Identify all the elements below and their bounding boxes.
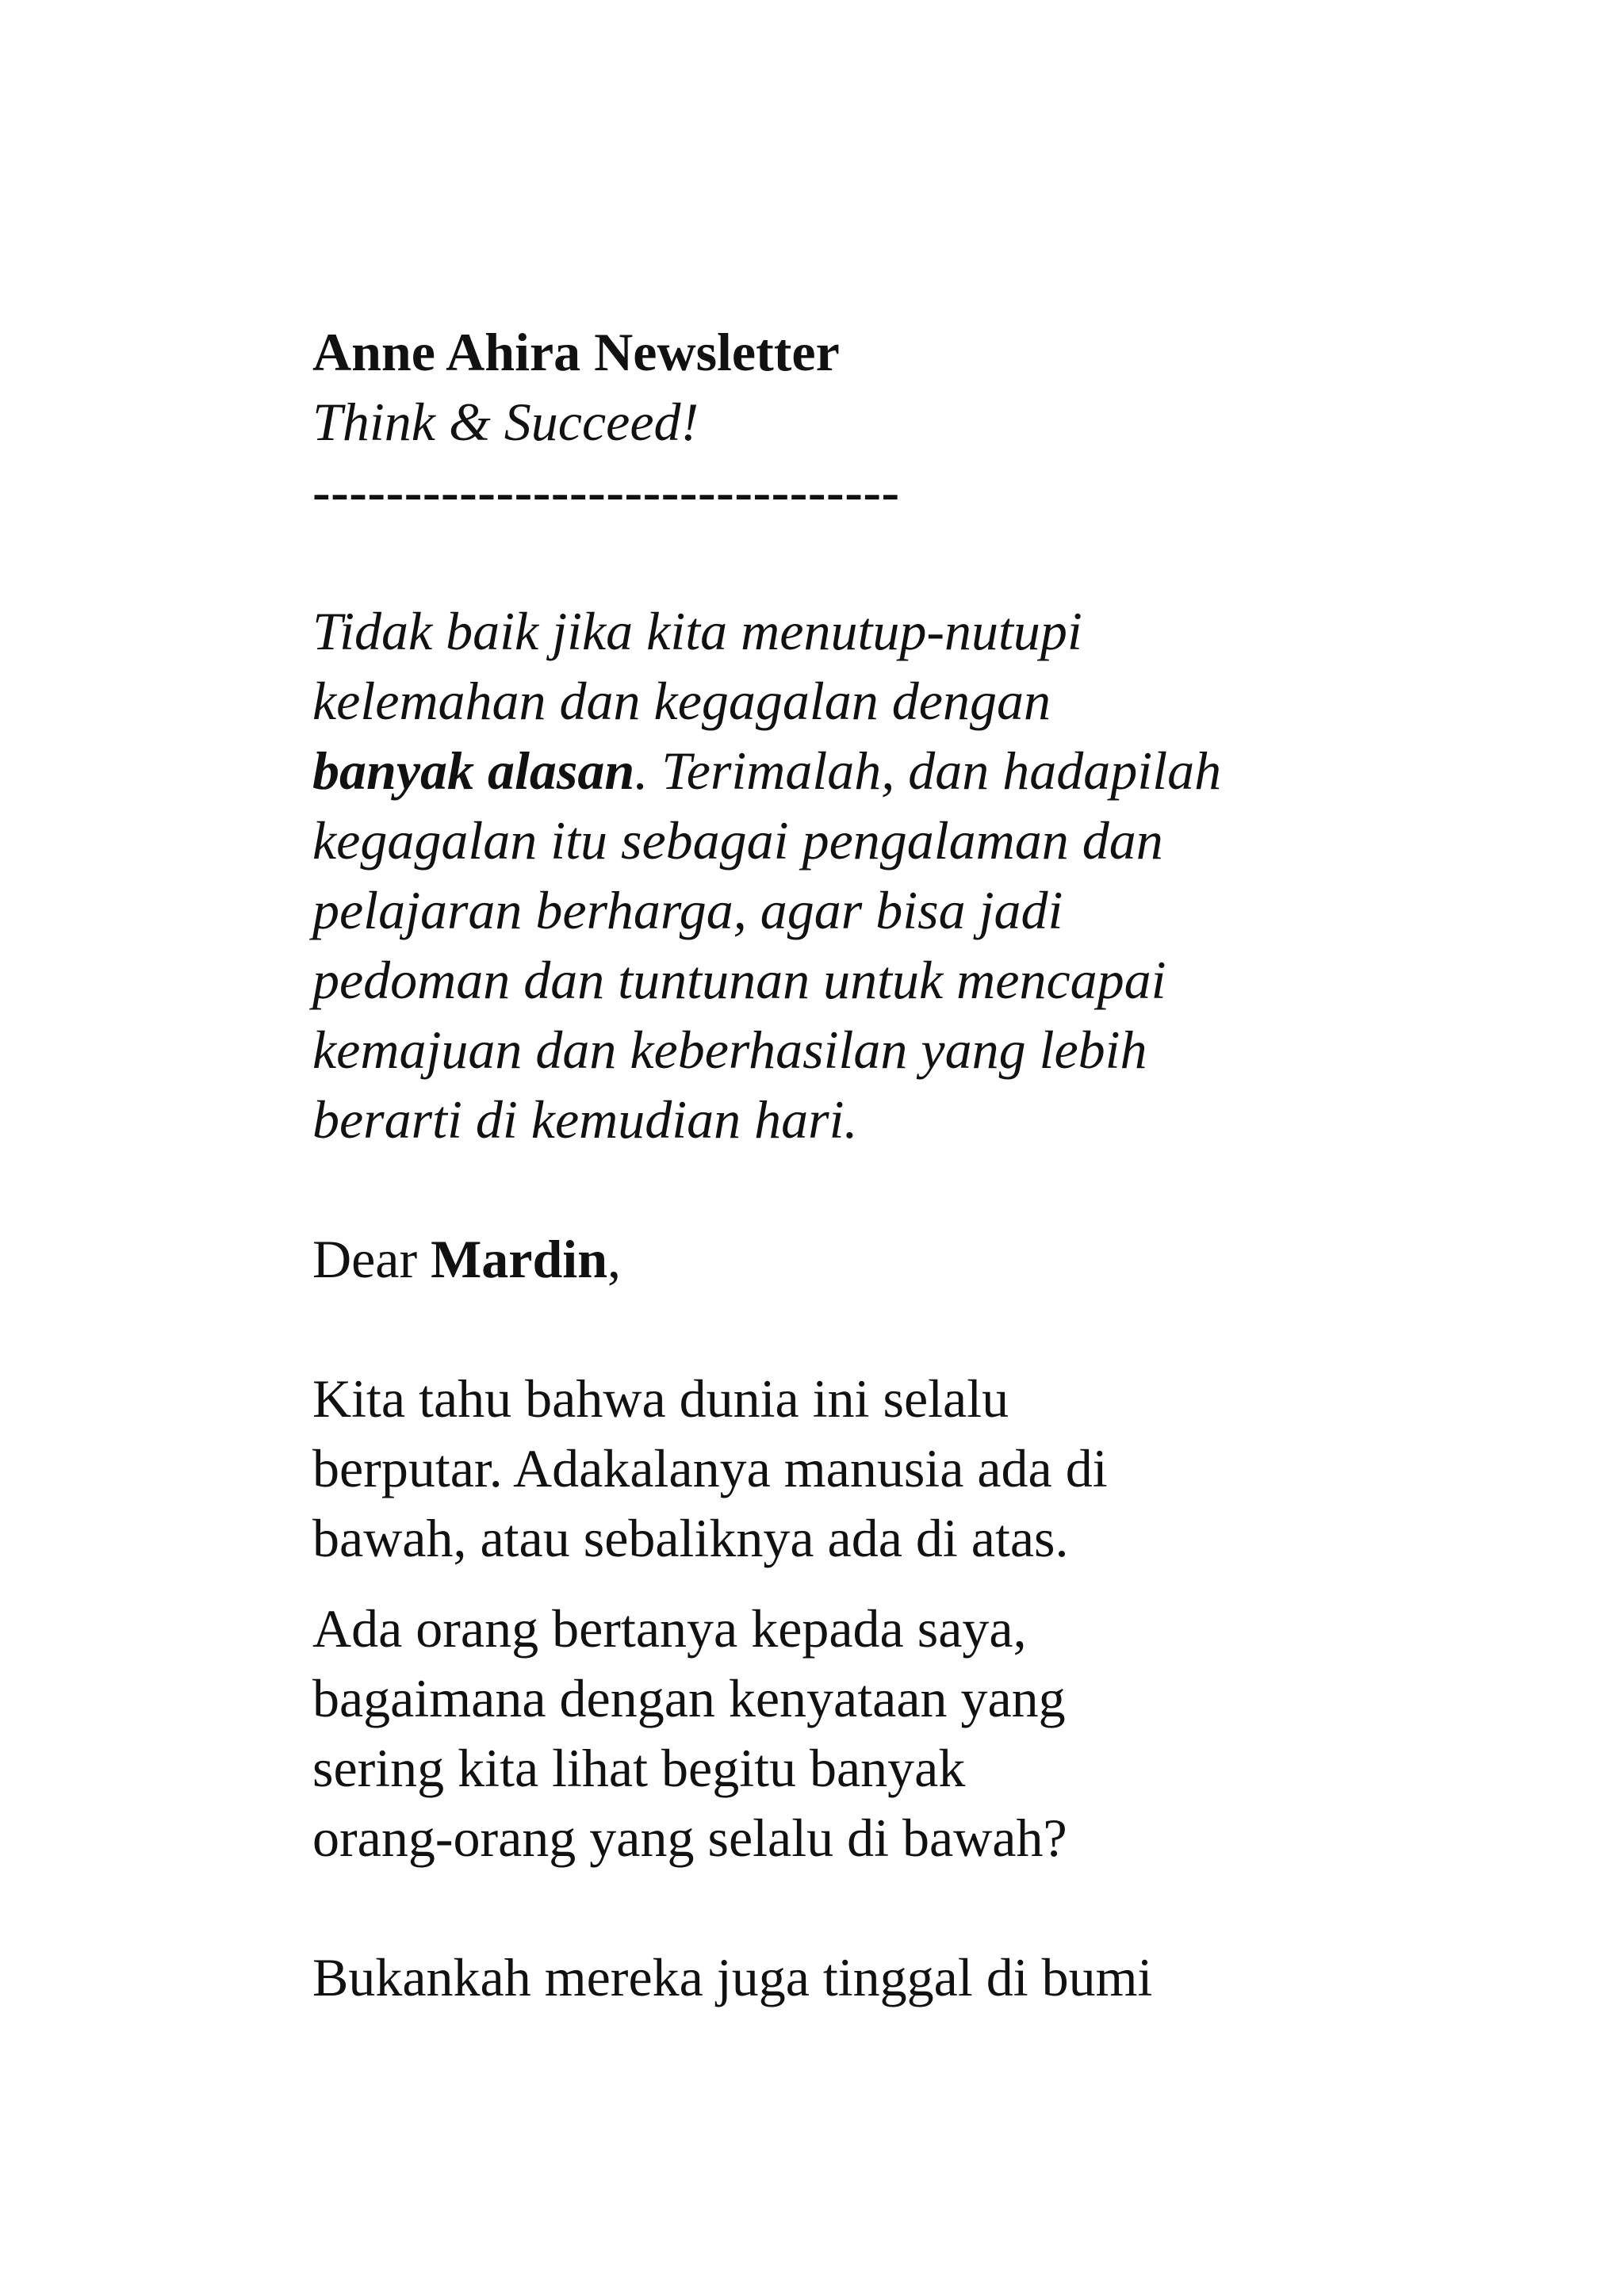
body-line: bawah, atau sebaliknya ada di atas.	[312, 1508, 1069, 1568]
body-line: berputar. Adakalanya manusia ada di	[312, 1438, 1108, 1498]
quote-line: kegagalan itu sebagai pengalaman dan	[312, 810, 1163, 871]
newsletter-page	[312, 317, 1423, 2012]
newsletter-title: Anne Ahira Newsletter	[312, 322, 840, 382]
greeting-suffix: ,	[607, 1229, 622, 1289]
quote-line-rest: . Terimalah, dan hadapilah	[634, 740, 1222, 801]
quote-emphasis: banyak alasan	[312, 740, 635, 801]
spacer	[312, 1294, 1423, 1364]
quote-line: pedoman dan tuntunan untuk mencapai	[312, 950, 1166, 1010]
recipient-name: Mardin	[431, 1229, 608, 1289]
body-paragraph-2	[312, 1594, 1423, 1873]
body-line: bagaimana dengan kenyataan yang	[312, 1668, 1066, 1728]
newsletter-tagline: Think & Succeed!	[312, 392, 699, 452]
quote-line: kemajuan dan keberhasilan yang lebih	[312, 1020, 1147, 1080]
spacer	[312, 1573, 1423, 1594]
separator-rule: --------------------------------	[312, 461, 900, 522]
body-line: Ada orang bertanya kepada saya,	[312, 1598, 1027, 1659]
spacer	[312, 1154, 1423, 1224]
quote-line: berarti di kemudian hari.	[312, 1089, 858, 1150]
body-paragraph-3	[312, 1942, 1423, 2012]
spacer	[312, 1873, 1423, 1942]
body-paragraph-1	[312, 1364, 1423, 1573]
quote-line	[312, 736, 1423, 806]
greeting	[312, 1224, 1423, 1294]
spacer	[312, 526, 1423, 596]
body-line: sering kita lihat begitu banyak	[312, 1738, 966, 1798]
greeting-prefix: Dear	[312, 1229, 431, 1289]
quote-line: pelajaran berharga, agar bisa jadi	[312, 880, 1063, 940]
quote-line: kelemahan dan kegagalan dengan	[312, 671, 1051, 731]
quote-block	[312, 596, 1423, 1154]
body-line: Bukankah mereka juga tinggal di bumi	[312, 1947, 1153, 2007]
body-line: orang-orang yang selalu di bawah?	[312, 1808, 1067, 1868]
quote-line: Tidak baik jika kita menutup-nutupi	[312, 601, 1082, 661]
body-line: Kita tahu bahwa dunia ini selalu	[312, 1368, 1009, 1429]
